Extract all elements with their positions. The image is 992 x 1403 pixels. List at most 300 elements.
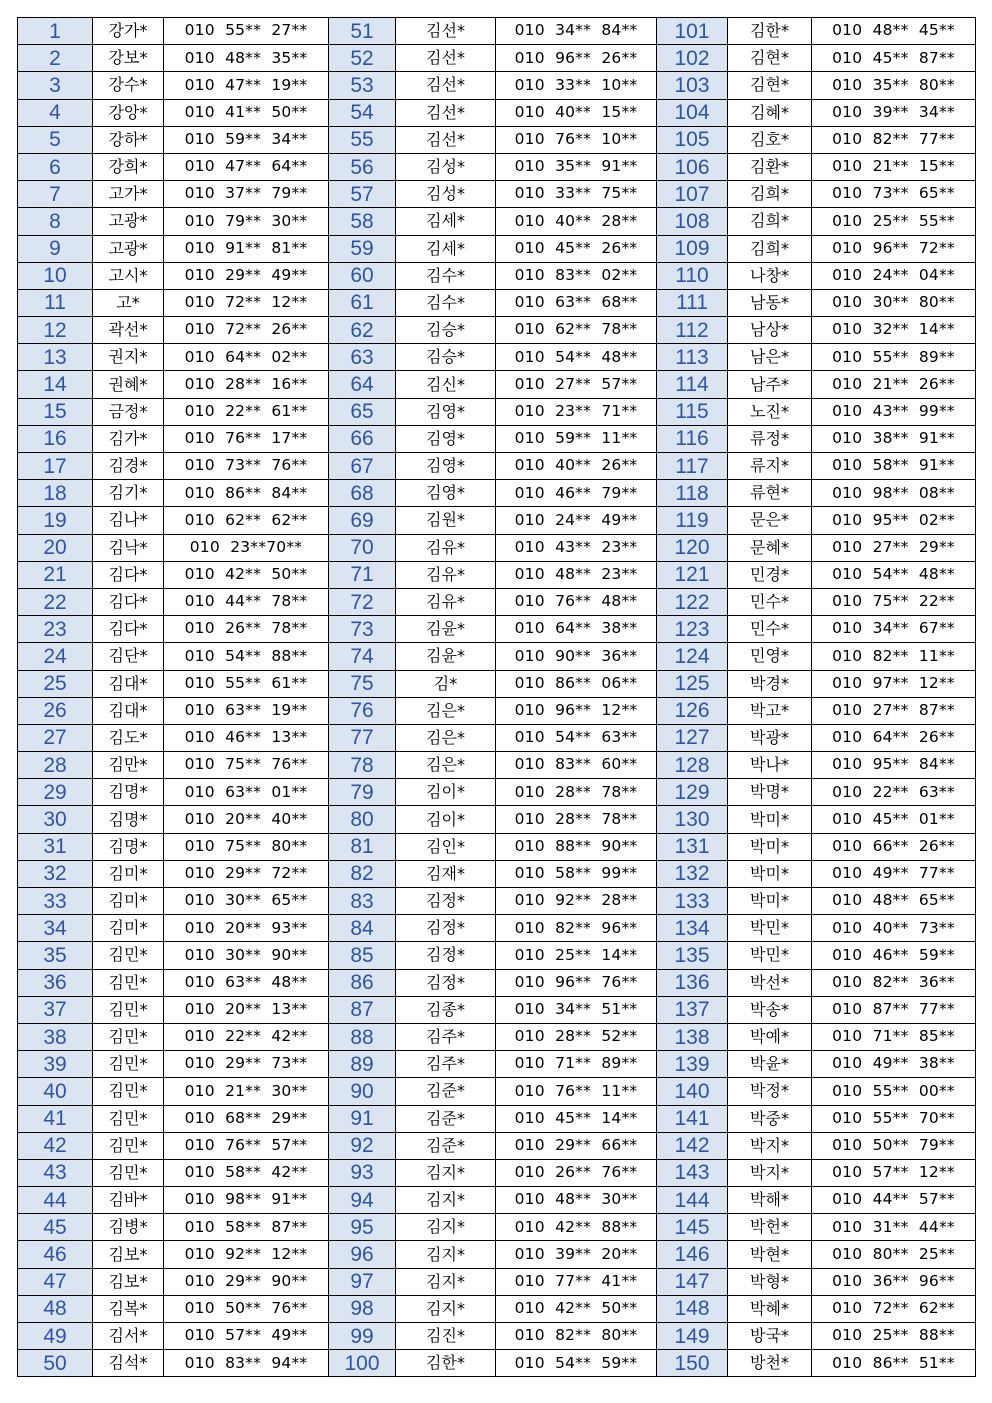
entry-number: 35 [18, 942, 93, 969]
entry-name: 문혜* [728, 534, 812, 561]
entry-name: 김명* [93, 833, 164, 860]
entry-name: 김세* [396, 208, 496, 235]
entry-phone: 010 76** 10** [496, 126, 657, 153]
entry-name: 김인* [396, 833, 496, 860]
entry-number: 44 [18, 1187, 93, 1214]
table-row [18, 289, 976, 316]
entry-name: 강수* [93, 72, 164, 99]
entry-number: 7 [18, 181, 93, 208]
entry-name: 김현* [728, 45, 812, 72]
entry-phone: 010 43** 99** [812, 398, 976, 425]
entry-number: 19 [18, 507, 93, 534]
entry-name: 남상* [728, 317, 812, 344]
entry-phone: 010 71** 89** [496, 1051, 657, 1078]
entry-phone: 010 47** 64** [164, 153, 329, 180]
entry-name: 김민* [93, 996, 164, 1023]
entry-number: 55 [329, 126, 396, 153]
entry-name: 김* [396, 670, 496, 697]
entry-phone: 010 86** 06** [496, 670, 657, 697]
entry-phone: 010 24** 04** [812, 262, 976, 289]
table-row [18, 72, 976, 99]
entry-name: 김은* [396, 752, 496, 779]
entry-phone: 010 90** 36** [496, 643, 657, 670]
entry-name: 김정* [396, 969, 496, 996]
entry-phone: 010 26** 76** [496, 1159, 657, 1186]
entry-name: 강보* [93, 45, 164, 72]
entry-number: 34 [18, 915, 93, 942]
entry-name: 김지* [396, 1187, 496, 1214]
table-row [18, 99, 976, 126]
table-row [18, 1268, 976, 1295]
entry-name: 권혜* [93, 371, 164, 398]
entry-number: 17 [18, 453, 93, 480]
entry-number: 121 [657, 561, 728, 588]
entry-phone: 010 57** 12** [812, 1159, 976, 1186]
entry-name: 김윤* [396, 616, 496, 643]
entry-number: 148 [657, 1295, 728, 1322]
entry-number: 129 [657, 779, 728, 806]
entry-number: 53 [329, 72, 396, 99]
entry-phone: 010 40** 15** [496, 99, 657, 126]
entry-name: 김나* [93, 507, 164, 534]
entry-name: 남동* [728, 289, 812, 316]
entry-name: 박헌* [728, 1214, 812, 1241]
entry-number: 90 [329, 1078, 396, 1105]
table-row [18, 1132, 976, 1159]
entry-number: 82 [329, 860, 396, 887]
entry-number: 145 [657, 1214, 728, 1241]
entry-name: 노진* [728, 398, 812, 425]
entry-name: 고광* [93, 208, 164, 235]
table-row [18, 371, 976, 398]
entry-number: 122 [657, 588, 728, 615]
entry-phone: 010 64** 38** [496, 616, 657, 643]
entry-number: 63 [329, 344, 396, 371]
table-row [18, 833, 976, 860]
entry-phone: 010 48** 30** [496, 1187, 657, 1214]
entry-number: 36 [18, 969, 93, 996]
entry-number: 135 [657, 942, 728, 969]
table-row [18, 1051, 976, 1078]
entry-number: 10 [18, 262, 93, 289]
table-row [18, 915, 976, 942]
entry-number: 87 [329, 996, 396, 1023]
entry-name: 김보* [93, 1268, 164, 1295]
entry-number: 59 [329, 235, 396, 262]
table-row [18, 1159, 976, 1186]
entry-number: 18 [18, 480, 93, 507]
entry-number: 6 [18, 153, 93, 180]
entry-phone: 010 86** 84** [164, 480, 329, 507]
entry-phone: 010 62** 62** [164, 507, 329, 534]
entry-phone: 010 63** 19** [164, 697, 329, 724]
entry-number: 29 [18, 779, 93, 806]
entry-number: 133 [657, 888, 728, 915]
entry-phone: 010 30** 65** [164, 888, 329, 915]
entry-number: 144 [657, 1187, 728, 1214]
entry-phone: 010 38** 91** [812, 425, 976, 452]
table-row [18, 153, 976, 180]
entry-name: 김이* [396, 806, 496, 833]
entry-name: 김희* [728, 181, 812, 208]
entry-phone: 010 36** 96** [812, 1268, 976, 1295]
entry-phone: 010 76** 48** [496, 588, 657, 615]
table-row [18, 534, 976, 561]
entry-name: 김명* [93, 806, 164, 833]
table-row [18, 1323, 976, 1350]
entry-name: 박정* [728, 1078, 812, 1105]
entry-name: 김이* [396, 779, 496, 806]
entry-phone: 010 87** 77** [812, 996, 976, 1023]
table-row [18, 480, 976, 507]
entry-number: 101 [657, 18, 728, 45]
entry-number: 112 [657, 317, 728, 344]
table-row [18, 262, 976, 289]
entry-name: 박선* [728, 969, 812, 996]
entry-name: 김정* [396, 942, 496, 969]
table-row [18, 588, 976, 615]
entry-name: 김영* [396, 480, 496, 507]
entry-name: 박현* [728, 1241, 812, 1268]
entry-number: 77 [329, 724, 396, 751]
entry-number: 149 [657, 1323, 728, 1350]
entry-phone: 010 82** 96** [496, 915, 657, 942]
entry-phone: 010 40** 28** [496, 208, 657, 235]
entry-name: 김주* [396, 1023, 496, 1050]
entry-phone: 010 55** 00** [812, 1078, 976, 1105]
entry-number: 146 [657, 1241, 728, 1268]
entry-number: 75 [329, 670, 396, 697]
entry-phone: 010 28** 16** [164, 371, 329, 398]
entry-number: 12 [18, 317, 93, 344]
entry-phone: 010 50** 76** [164, 1295, 329, 1322]
table-row [18, 942, 976, 969]
entry-name: 김지* [396, 1241, 496, 1268]
entry-number: 103 [657, 72, 728, 99]
entry-phone: 010 49** 38** [812, 1051, 976, 1078]
entry-number: 142 [657, 1132, 728, 1159]
entry-number: 16 [18, 425, 93, 452]
entry-name: 김수* [396, 289, 496, 316]
entry-name: 김석* [93, 1350, 164, 1377]
entry-name: 박혜* [728, 1295, 812, 1322]
entry-name: 남주* [728, 371, 812, 398]
entry-name: 박나* [728, 752, 812, 779]
entry-phone: 010 31** 44** [812, 1214, 976, 1241]
entry-number: 15 [18, 398, 93, 425]
table-row [18, 18, 976, 45]
entry-phone: 010 22** 42** [164, 1023, 329, 1050]
entry-phone: 010 33** 75** [496, 181, 657, 208]
table-row [18, 1214, 976, 1241]
entry-name: 김성* [396, 153, 496, 180]
entry-number: 95 [329, 1214, 396, 1241]
table-row [18, 181, 976, 208]
table-row [18, 643, 976, 670]
entry-number: 132 [657, 860, 728, 887]
entry-name: 김미* [93, 860, 164, 887]
table-row [18, 752, 976, 779]
entry-phone: 010 63** 68** [496, 289, 657, 316]
entry-number: 43 [18, 1159, 93, 1186]
entry-phone: 010 29** 73** [164, 1051, 329, 1078]
entry-name: 김한* [396, 1350, 496, 1377]
entry-phone: 010 82** 77** [812, 126, 976, 153]
table-row [18, 45, 976, 72]
entry-name: 김선* [396, 72, 496, 99]
entry-number: 54 [329, 99, 396, 126]
entry-phone: 010 72** 62** [812, 1295, 976, 1322]
entry-number: 134 [657, 915, 728, 942]
entry-phone: 010 59** 11** [496, 425, 657, 452]
entry-number: 92 [329, 1132, 396, 1159]
entry-name: 문은* [728, 507, 812, 534]
entry-name: 류현* [728, 480, 812, 507]
entry-phone: 010 96** 26** [496, 45, 657, 72]
entry-number: 8 [18, 208, 93, 235]
entry-number: 110 [657, 262, 728, 289]
entry-phone: 010 82** 11** [812, 643, 976, 670]
entry-number: 61 [329, 289, 396, 316]
entry-name: 금정* [93, 398, 164, 425]
entry-phone: 010 55** 70** [812, 1105, 976, 1132]
table-row [18, 126, 976, 153]
entry-name: 김지* [396, 1159, 496, 1186]
entry-name: 김민* [93, 1078, 164, 1105]
entry-name: 김다* [93, 588, 164, 615]
entry-name: 김원* [396, 507, 496, 534]
entry-name: 방천* [728, 1350, 812, 1377]
table-row [18, 996, 976, 1023]
entry-number: 104 [657, 99, 728, 126]
entry-number: 85 [329, 942, 396, 969]
entry-phone: 010 25** 88** [812, 1323, 976, 1350]
entry-number: 72 [329, 588, 396, 615]
entry-phone: 010 29** 90** [164, 1268, 329, 1295]
entry-name: 김종* [396, 996, 496, 1023]
entry-phone: 010 27** 29** [812, 534, 976, 561]
table-row [18, 235, 976, 262]
entry-number: 51 [329, 18, 396, 45]
entry-phone: 010 48** 23** [496, 561, 657, 588]
entry-phone: 010 54** 48** [496, 344, 657, 371]
entry-phone: 010 54** 59** [496, 1350, 657, 1377]
entry-name: 김만* [93, 752, 164, 779]
entry-name: 김호* [728, 126, 812, 153]
entry-phone: 010 25** 55** [812, 208, 976, 235]
entry-name: 김민* [93, 969, 164, 996]
entry-name: 김진* [396, 1323, 496, 1350]
roster-sheet [17, 17, 975, 1377]
entry-phone: 010 29** 72** [164, 860, 329, 887]
entry-number: 126 [657, 697, 728, 724]
entry-name: 강앙* [93, 99, 164, 126]
entry-phone: 010 40** 73** [812, 915, 976, 942]
entry-phone: 010 63** 01** [164, 779, 329, 806]
entry-phone: 010 48** 45** [812, 18, 976, 45]
entry-name: 박예* [728, 1023, 812, 1050]
entry-phone: 010 75** 22** [812, 588, 976, 615]
entry-name: 박민* [728, 915, 812, 942]
entry-phone: 010 82** 36** [812, 969, 976, 996]
entry-name: 김지* [396, 1214, 496, 1241]
entry-name: 김환* [728, 153, 812, 180]
entry-number: 11 [18, 289, 93, 316]
table-row [18, 1295, 976, 1322]
entry-phone: 010 23**70** [164, 534, 329, 561]
entry-name: 김가* [93, 425, 164, 452]
entry-number: 49 [18, 1323, 93, 1350]
table-row [18, 507, 976, 534]
table-row [18, 1187, 976, 1214]
entry-name: 강가* [93, 18, 164, 45]
entry-phone: 010 46** 59** [812, 942, 976, 969]
entry-number: 86 [329, 969, 396, 996]
entry-number: 83 [329, 888, 396, 915]
entry-name: 박광* [728, 724, 812, 751]
table-row [18, 670, 976, 697]
entry-name: 김주* [396, 1051, 496, 1078]
entry-name: 김민* [93, 1105, 164, 1132]
entry-phone: 010 57** 49** [164, 1323, 329, 1350]
entry-name: 남은* [728, 344, 812, 371]
table-row [18, 697, 976, 724]
entry-phone: 010 83** 02** [496, 262, 657, 289]
entry-name: 박중* [728, 1105, 812, 1132]
table-row [18, 1241, 976, 1268]
table-row [18, 1105, 976, 1132]
table-row [18, 453, 976, 480]
entry-name: 민수* [728, 588, 812, 615]
entry-name: 김윤* [396, 643, 496, 670]
entry-phone: 010 20** 13** [164, 996, 329, 1023]
entry-phone: 010 28** 78** [496, 779, 657, 806]
entry-phone: 010 77** 41** [496, 1268, 657, 1295]
entry-name: 김선* [396, 126, 496, 153]
entry-phone: 010 58** 87** [164, 1214, 329, 1241]
entry-name: 김준* [396, 1078, 496, 1105]
entry-phone: 010 55** 27** [164, 18, 329, 45]
entry-phone: 010 82** 80** [496, 1323, 657, 1350]
entry-name: 김지* [396, 1268, 496, 1295]
entry-number: 64 [329, 371, 396, 398]
entry-phone: 010 64** 02** [164, 344, 329, 371]
entry-number: 2 [18, 45, 93, 72]
entry-number: 14 [18, 371, 93, 398]
entry-phone: 010 45** 26** [496, 235, 657, 262]
entry-number: 98 [329, 1295, 396, 1322]
entry-name: 민영* [728, 643, 812, 670]
entry-number: 123 [657, 616, 728, 643]
entry-number: 128 [657, 752, 728, 779]
entry-phone: 010 83** 94** [164, 1350, 329, 1377]
entry-number: 58 [329, 208, 396, 235]
roster-body [18, 18, 976, 1377]
entry-number: 107 [657, 181, 728, 208]
entry-number: 9 [18, 235, 93, 262]
entry-number: 74 [329, 643, 396, 670]
entry-name: 김승* [396, 344, 496, 371]
entry-name: 고* [93, 289, 164, 316]
table-row [18, 317, 976, 344]
entry-number: 80 [329, 806, 396, 833]
entry-phone: 010 45** 87** [812, 45, 976, 72]
entry-name: 김도* [93, 724, 164, 751]
entry-phone: 010 27** 87** [812, 697, 976, 724]
table-row [18, 561, 976, 588]
entry-phone: 010 37** 79** [164, 181, 329, 208]
entry-phone: 010 76** 57** [164, 1132, 329, 1159]
entry-number: 56 [329, 153, 396, 180]
entry-number: 52 [329, 45, 396, 72]
entry-phone: 010 20** 93** [164, 915, 329, 942]
entry-phone: 010 22** 61** [164, 398, 329, 425]
entry-phone: 010 88** 90** [496, 833, 657, 860]
entry-name: 김다* [93, 561, 164, 588]
entry-phone: 010 46** 79** [496, 480, 657, 507]
entry-number: 45 [18, 1214, 93, 1241]
entry-number: 70 [329, 534, 396, 561]
entry-name: 김유* [396, 534, 496, 561]
entry-number: 40 [18, 1078, 93, 1105]
entry-number: 33 [18, 888, 93, 915]
entry-number: 119 [657, 507, 728, 534]
entry-phone: 010 63** 48** [164, 969, 329, 996]
table-row [18, 724, 976, 751]
entry-phone: 010 59** 34** [164, 126, 329, 153]
entry-phone: 010 92** 12** [164, 1241, 329, 1268]
entry-number: 71 [329, 561, 396, 588]
entry-number: 39 [18, 1051, 93, 1078]
table-row [18, 344, 976, 371]
entry-phone: 010 40** 26** [496, 453, 657, 480]
table-row [18, 208, 976, 235]
entry-phone: 010 32** 14** [812, 317, 976, 344]
entry-name: 김준* [396, 1105, 496, 1132]
entry-phone: 010 75** 76** [164, 752, 329, 779]
entry-name: 나창* [728, 262, 812, 289]
entry-number: 136 [657, 969, 728, 996]
entry-number: 108 [657, 208, 728, 235]
entry-name: 김명* [93, 779, 164, 806]
entry-phone: 010 48** 35** [164, 45, 329, 72]
entry-name: 김선* [396, 99, 496, 126]
entry-number: 65 [329, 398, 396, 425]
entry-number: 140 [657, 1078, 728, 1105]
entry-name: 김은* [396, 697, 496, 724]
entry-name: 강하* [93, 126, 164, 153]
entry-number: 68 [329, 480, 396, 507]
entry-name: 김성* [396, 181, 496, 208]
entry-name: 김영* [396, 453, 496, 480]
entry-name: 박미* [728, 806, 812, 833]
entry-phone: 010 44** 78** [164, 588, 329, 615]
entry-name: 김은* [396, 724, 496, 751]
entry-number: 118 [657, 480, 728, 507]
entry-phone: 010 29** 49** [164, 262, 329, 289]
entry-number: 69 [329, 507, 396, 534]
entry-number: 84 [329, 915, 396, 942]
entry-name: 박미* [728, 860, 812, 887]
entry-phone: 010 76** 11** [496, 1078, 657, 1105]
entry-number: 106 [657, 153, 728, 180]
table-row [18, 425, 976, 452]
entry-name: 박미* [728, 833, 812, 860]
entry-phone: 010 79** 30** [164, 208, 329, 235]
entry-phone: 010 98** 91** [164, 1187, 329, 1214]
entry-phone: 010 92** 28** [496, 888, 657, 915]
entry-name: 박송* [728, 996, 812, 1023]
